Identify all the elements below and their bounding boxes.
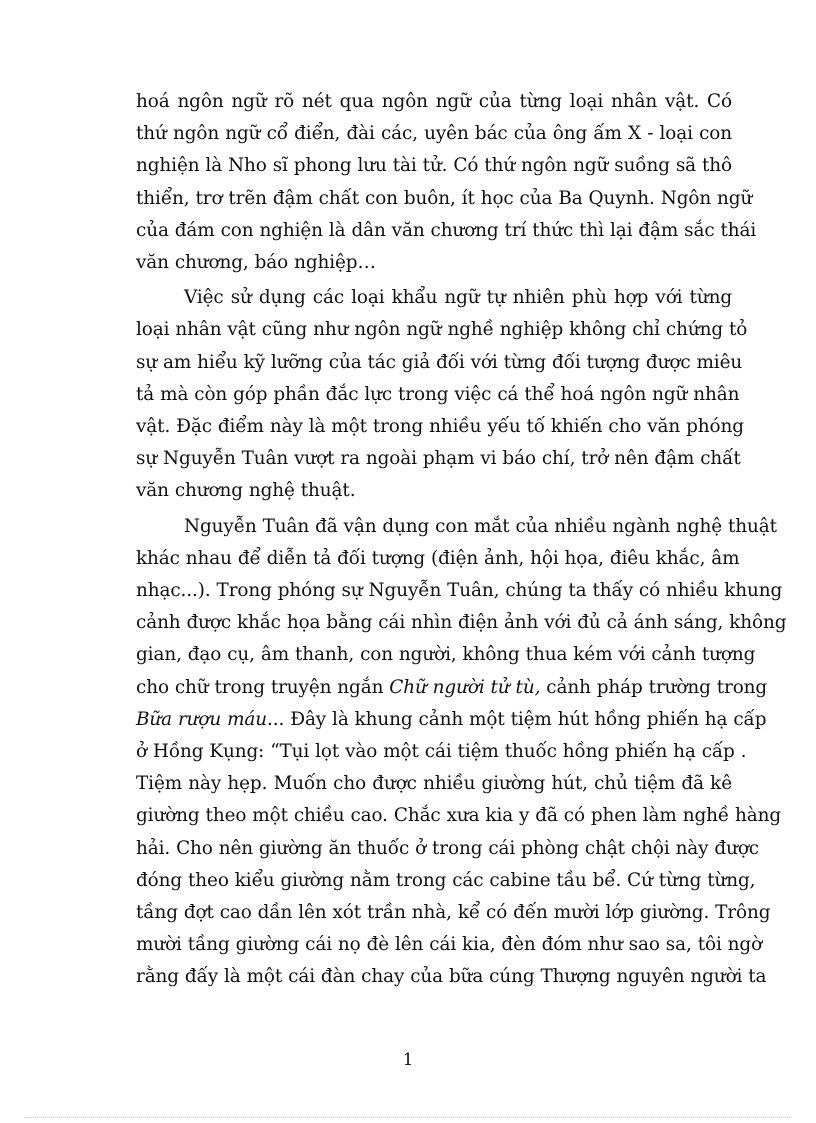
- text-line: giường theo một chiều cao. Chắc xưa kia y đã có phen làm nghề hàng: [136, 805, 782, 827]
- text-line: sự Nguyễn Tuân vượt ra ngoài phạm vi báo chí, trở nên đậm chất: [136, 448, 741, 470]
- line-text: cho chữ trong truyện ngắn: [136, 676, 390, 698]
- work-title: Bữa rượu máu: [136, 708, 268, 730]
- page-number: 1: [402, 1050, 414, 1070]
- text-line: văn chương, báo nghiệp…: [136, 252, 376, 274]
- text-line: hải. Cho nên giường ăn thuốc ở trong cái phòng chật chội này được: [136, 837, 759, 859]
- text-line: thứ ngôn ngữ cổ điển, đài các, uyên bác của ông ấm X - loại con: [136, 123, 732, 145]
- text-line: tầng đợt cao dần lên xót trần nhà, kể có đến mười lớp giường. Trông: [136, 902, 771, 924]
- text-line: nghiện là Nho sĩ phong lưu tài tử. Có thứ ngôn ngữ suồng sã thô: [136, 155, 732, 177]
- text-line: hoá ngôn ngữ rõ nét qua ngôn ngữ của từng loại nhân vật. Có: [136, 91, 732, 112]
- text-line: đóng theo kiểu giường nằm trong các cabine tầu bể. Cứ từng từng,: [136, 869, 756, 891]
- paragraph-3: [136, 511, 787, 994]
- text-line-with-title: [136, 672, 768, 704]
- text-line: Tiệm này hẹp. Muốn cho được nhiều giường hút, chủ tiệm đã kê: [136, 773, 732, 795]
- text-line: rằng đấy là một cái đàn chay của bữa cúng Thượng nguyên người ta: [136, 966, 767, 988]
- text-line: Việc sử dụng các loại khẩu ngữ tự nhiên phù hợp với từng: [184, 287, 732, 309]
- text-line: mười tầng giường cái nọ đè lên cái kia, đèn đóm như sao sa, tôi ngờ: [136, 934, 763, 956]
- work-title: Chữ người tử tù,: [389, 676, 541, 698]
- text-line: vật. Đặc điểm này là một trong nhiều yếu tố khiến cho văn phóng: [136, 416, 744, 438]
- text-line: loại nhân vật cũng như ngôn ngữ nghề nghiệp không chỉ chứng tỏ: [136, 319, 748, 341]
- line-text: ... Đây là khung cảnh một tiệm hút hồng phiến hạ cấp: [267, 708, 767, 730]
- text-line: Nguyễn Tuân đã vận dụng con mắt của nhiều ngành nghệ thuật: [184, 515, 777, 537]
- footer-divider: [24, 1117, 792, 1118]
- paragraph-1: [136, 86, 757, 279]
- text-line: văn chương nghệ thuật.: [136, 480, 356, 502]
- text-line: cảnh được khắc họa bằng cái nhìn điện ảnh với đủ cả ánh sáng, không: [136, 612, 787, 634]
- text-line: của đám con nghiện là dân văn chương trí thức thì lại đậm sắc thái: [136, 219, 757, 241]
- text-line-with-title: [136, 704, 767, 736]
- paragraph-2: [136, 282, 748, 507]
- text-line: sự am hiểu kỹ lưỡng của tác giả đối với từng đối tượng được miêu: [136, 351, 743, 373]
- text-line: gian, đạo cụ, âm thanh, con người, không thua kém với cảnh tượng: [136, 644, 756, 666]
- line-text: cảnh pháp trường trong: [540, 676, 768, 698]
- text-line: thiển, trơ trẽn đậm chất con buôn, ít học của Ba Quynh. Ngôn ngữ: [136, 187, 753, 209]
- text-line: tả mà còn góp phần đắc lực trong việc cá thể hoá ngôn ngữ nhân: [136, 383, 740, 405]
- text-line: khác nhau để diễn tả đối tượng (điện ảnh, hội họa, điêu khắc, âm: [136, 547, 740, 569]
- text-line: ở Hồng Kụng: “Tụi lọt vào một cái tiệm thuốc hồng phiến hạ cấp .: [136, 741, 747, 763]
- text-line: nhạc...). Trong phóng sự Nguyễn Tuân, chúng ta thấy có nhiều khung: [136, 580, 783, 602]
- body-text: [136, 86, 787, 997]
